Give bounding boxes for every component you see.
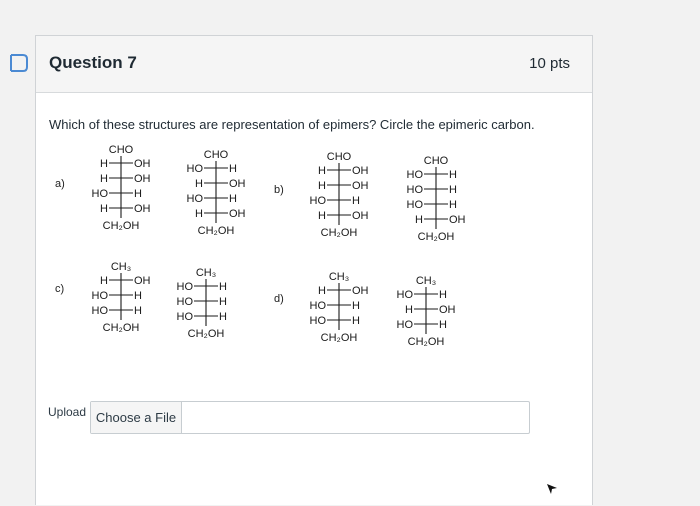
fischer-right-substituent: OH <box>449 214 466 226</box>
fischer-right-substituent: OH <box>352 165 369 177</box>
fischer-structure-d2 <box>381 272 471 362</box>
fischer-left-substituent: HO <box>406 169 423 181</box>
fischer-right-substituent: H <box>439 319 447 331</box>
choose-file-button[interactable]: Choose a File <box>91 402 182 433</box>
fischer-right-substituent: H <box>134 188 142 200</box>
question-title: Question 7 <box>49 53 137 72</box>
fischer-top-group: CH₃ <box>195 267 217 279</box>
label-d: d) <box>274 293 284 305</box>
fischer-right-substituent: H <box>134 290 142 302</box>
fischer-right-substituent: OH <box>352 210 369 222</box>
fischer-left-substituent: H <box>318 285 326 297</box>
mouse-cursor-icon <box>546 483 558 495</box>
fischer-left-substituent: H <box>100 275 108 287</box>
fischer-structure-b1 <box>294 148 384 248</box>
fischer-right-substituent: OH <box>134 173 151 185</box>
fischer-top-group: CH₃ <box>328 271 350 283</box>
fischer-right-substituent: H <box>449 199 457 211</box>
label-a: a) <box>55 178 65 190</box>
fischer-left-substituent: H <box>195 208 203 220</box>
fischer-left-substituent: HO <box>309 315 326 327</box>
label-c: c) <box>55 283 65 295</box>
fischer-top-group: CH₃ <box>415 275 437 287</box>
fischer-bottom-group: CH₂OH <box>187 328 225 340</box>
fischer-bottom-group: CH₂OH <box>417 231 455 243</box>
fischer-bottom-group: CH₂OH <box>102 322 140 334</box>
fischer-right-substituent: OH <box>229 178 246 190</box>
fischer-right-substituent: H <box>229 163 237 175</box>
fischer-top-group: CHO <box>326 151 352 163</box>
fischer-right-substituent: H <box>229 193 237 205</box>
fischer-right-substituent: OH <box>134 203 151 215</box>
fischer-right-substituent: H <box>352 300 360 312</box>
fischer-left-substituent: HO <box>309 195 326 207</box>
question-points: 10 pts <box>529 55 570 72</box>
fischer-left-substituent: H <box>318 165 326 177</box>
fischer-right-substituent: H <box>449 169 457 181</box>
label-b: b) <box>274 184 284 196</box>
fischer-left-substituent: HO <box>186 193 203 205</box>
fischer-right-substituent: OH <box>352 285 369 297</box>
fischer-left-substituent: HO <box>406 184 423 196</box>
fischer-top-group: CHO <box>423 155 449 167</box>
top-bar <box>0 0 700 35</box>
fischer-right-substituent: H <box>219 296 227 308</box>
fischer-left-substituent: H <box>415 214 423 226</box>
structures-area <box>36 36 594 506</box>
fischer-structure-a1 <box>76 141 166 241</box>
fischer-right-substituent: H <box>352 315 360 327</box>
fischer-right-substituent: H <box>352 195 360 207</box>
fischer-left-substituent: H <box>100 173 108 185</box>
fischer-bottom-group: CH₂OH <box>197 225 235 237</box>
flag-icon[interactable] <box>8 52 28 74</box>
fischer-left-substituent: HO <box>91 290 108 302</box>
fischer-left-substituent: HO <box>309 300 326 312</box>
fischer-top-group: CHO <box>203 149 229 161</box>
fischer-left-substituent: HO <box>91 305 108 317</box>
fischer-structure-b2 <box>391 152 481 252</box>
fischer-right-substituent: OH <box>229 208 246 220</box>
fischer-left-substituent: HO <box>396 289 413 301</box>
fischer-top-group: CH₃ <box>110 261 132 273</box>
fischer-left-substituent: H <box>195 178 203 190</box>
fischer-left-substituent: H <box>318 180 326 192</box>
fischer-right-substituent: H <box>219 281 227 293</box>
fischer-right-substituent: H <box>439 289 447 301</box>
fischer-right-substituent: H <box>134 305 142 317</box>
fischer-structure-a2 <box>171 146 261 246</box>
upload-label: Upload <box>48 405 87 419</box>
fischer-left-substituent: HO <box>186 163 203 175</box>
fischer-left-substituent: HO <box>396 319 413 331</box>
fischer-left-substituent: H <box>318 210 326 222</box>
fischer-left-substituent: H <box>100 203 108 215</box>
question-card <box>35 35 593 505</box>
fischer-left-substituent: HO <box>406 199 423 211</box>
fischer-left-substituent: HO <box>176 296 193 308</box>
fischer-left-substituent: HO <box>91 188 108 200</box>
fischer-bottom-group: CH₂OH <box>102 220 140 232</box>
fischer-right-substituent: H <box>449 184 457 196</box>
fischer-bottom-group: CH₂OH <box>407 336 445 348</box>
fischer-structure-c2 <box>161 264 251 354</box>
fischer-right-substituent: H <box>219 311 227 323</box>
fischer-bottom-group: CH₂OH <box>320 332 358 344</box>
fischer-right-substituent: OH <box>134 275 151 287</box>
fischer-left-substituent: HO <box>176 281 193 293</box>
fischer-left-substituent: H <box>405 304 413 316</box>
question-prompt: Which of these structures are representation of epimers? Circle the epimeric carbon. <box>49 117 535 132</box>
fischer-top-group: CHO <box>108 144 134 156</box>
fischer-left-substituent: HO <box>176 311 193 323</box>
fischer-left-substituent: H <box>100 158 108 170</box>
fischer-structure-d1 <box>294 268 384 358</box>
fischer-bottom-group: CH₂OH <box>320 227 358 239</box>
fischer-structure-c1 <box>76 258 166 348</box>
fischer-right-substituent: OH <box>134 158 151 170</box>
fischer-right-substituent: OH <box>439 304 456 316</box>
fischer-right-substituent: OH <box>352 180 369 192</box>
